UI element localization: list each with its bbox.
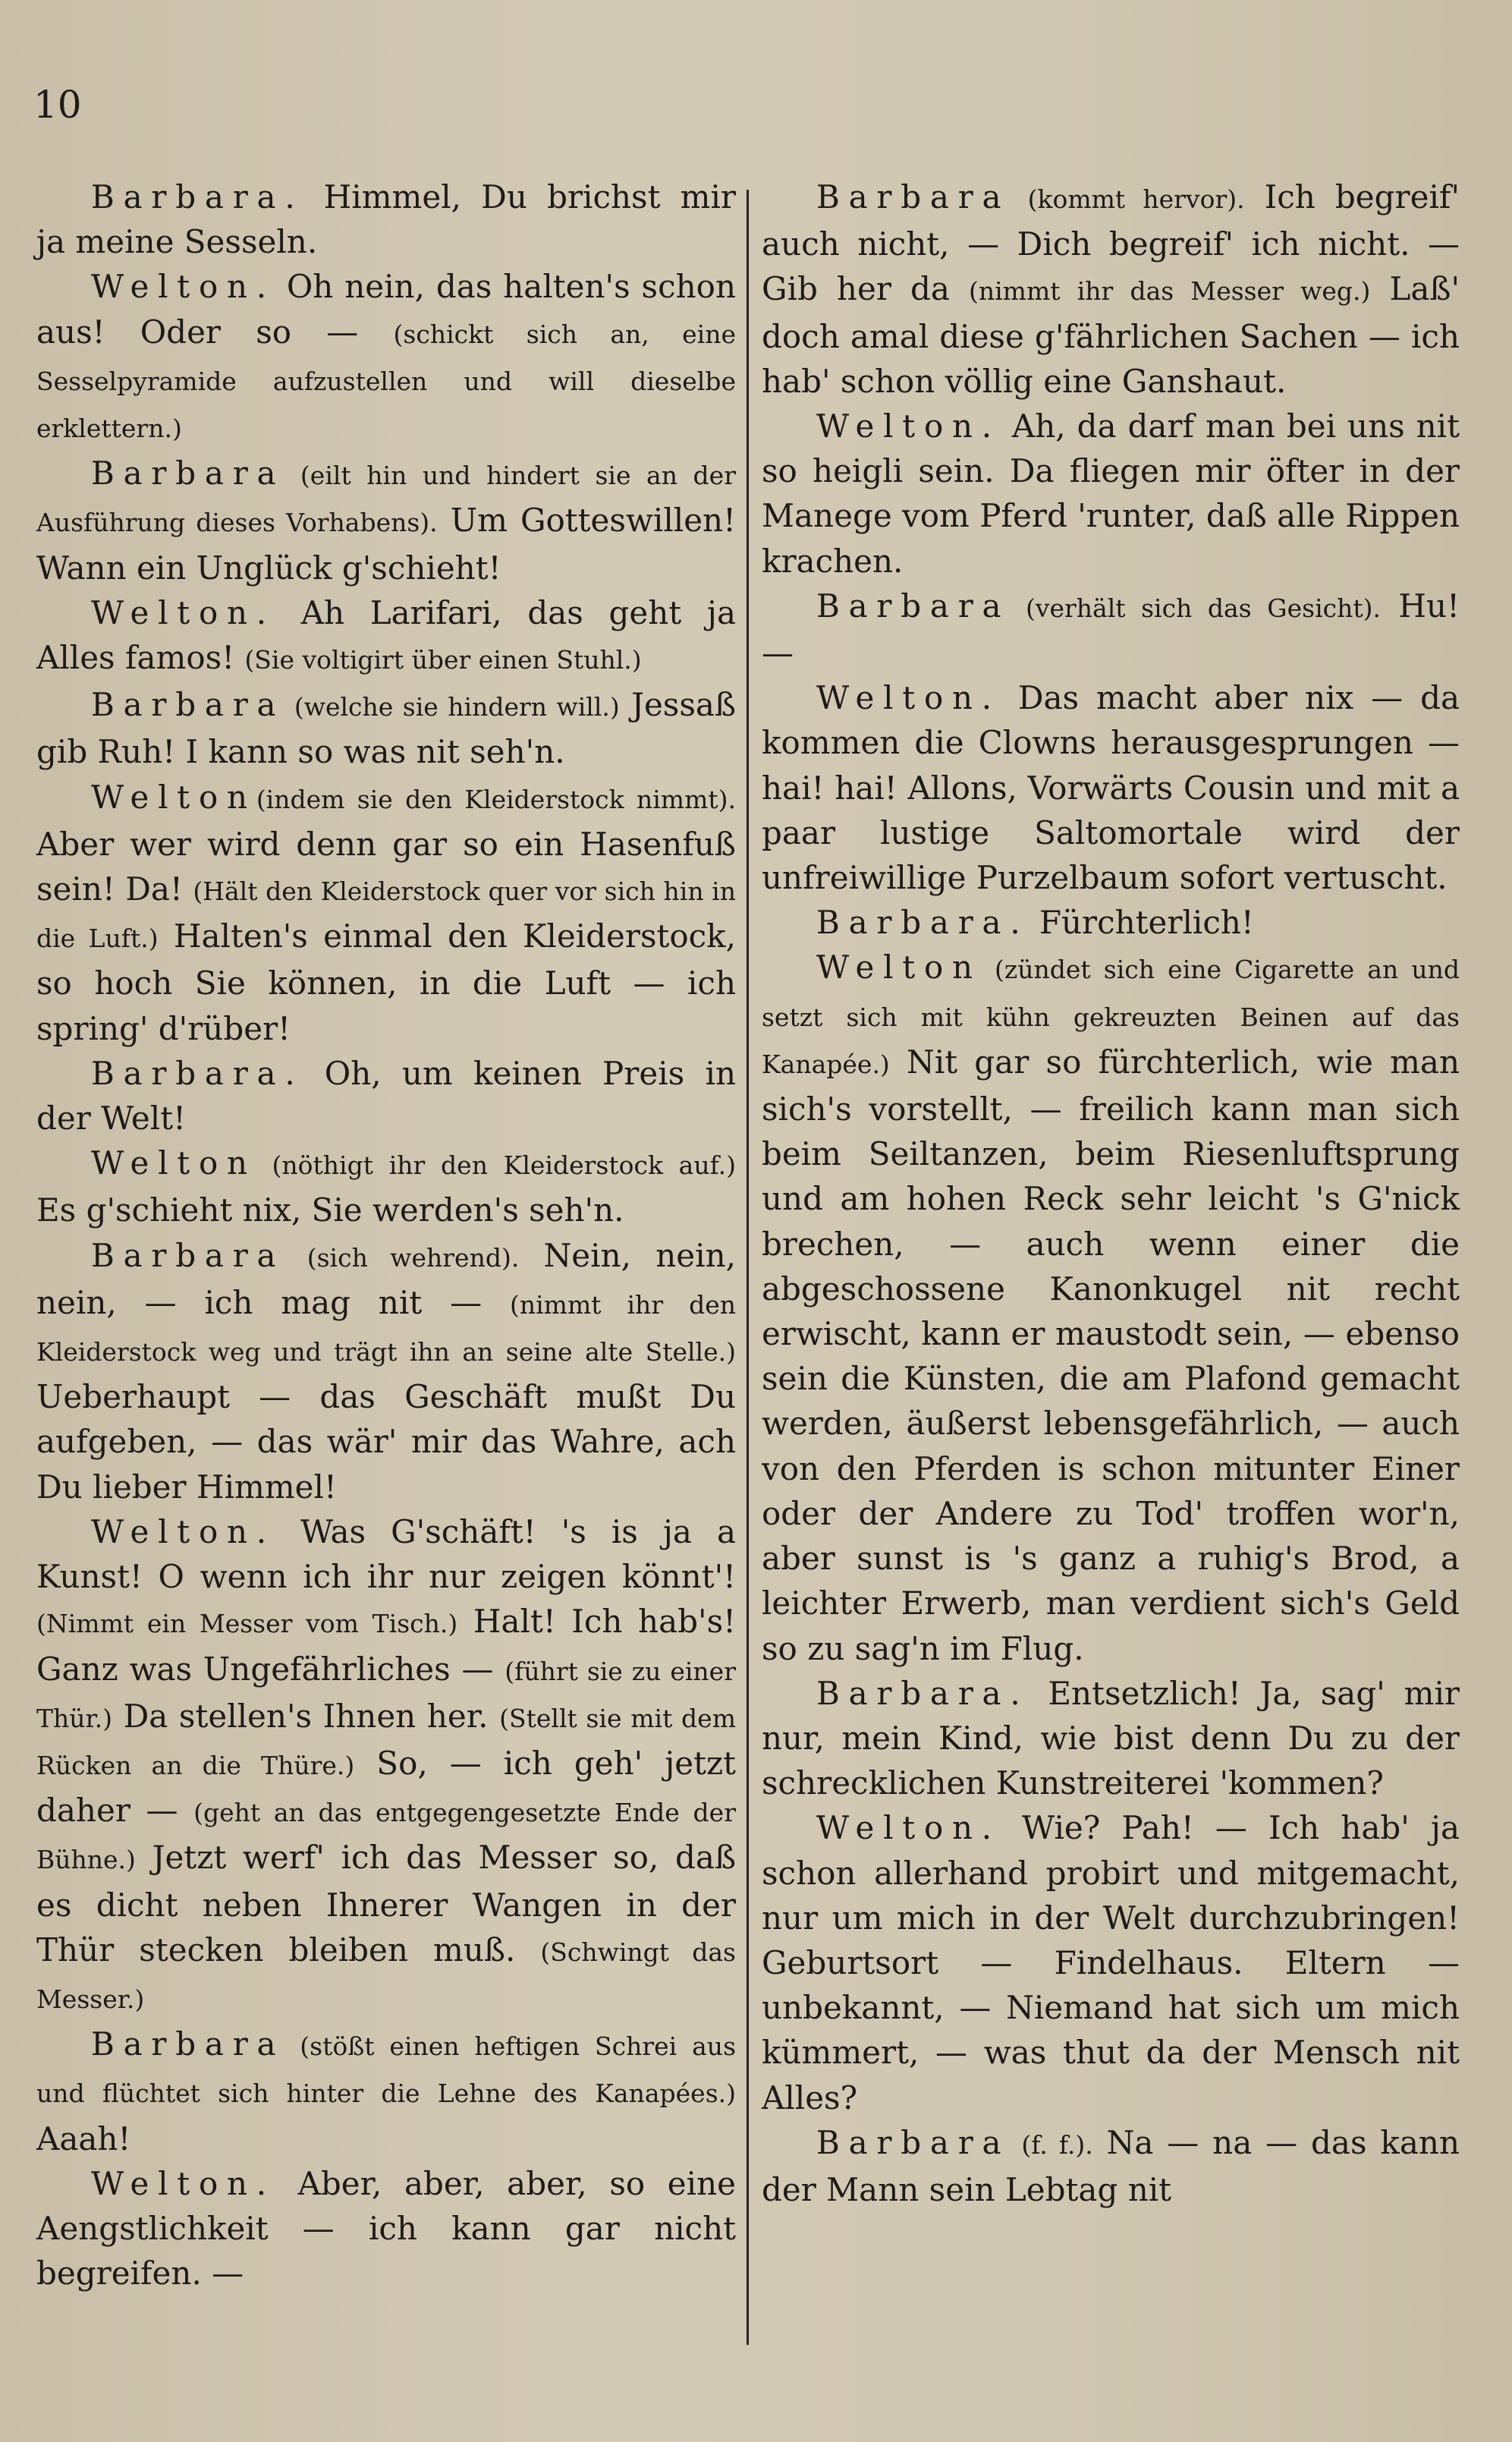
- dialogue-text: Fürchterlich!: [1029, 904, 1254, 942]
- dialogue-text: Halt! Ich hab's! Ganz was Ungefährliches —: [36, 1603, 737, 1688]
- speaker-name: Welton: [91, 778, 256, 816]
- dialogue-paragraph: [36, 1051, 736, 1141]
- stage-direction: (Sie voltigirt über einen Stuhl.): [244, 645, 642, 675]
- dialogue-text: Das macht aber nix — da kommen die Clowns herausgesprungen — hai! hai! Allons, Vorwärts Cousin und mit a paar lustige Saltomortale wird der unfreiwillige Purzelbaum sofort vertuscht.: [762, 679, 1460, 897]
- dialogue-text: Halten's einmal den Kleiderstock, so hoch Sie können, in die Luft — ich spring' d'rüber!: [36, 917, 736, 1047]
- stage-direction: (eilt hin und hindert sie an der Ausführung dieses Vorhabens).: [36, 461, 736, 538]
- stage-direction: (schickt sich an, eine Sesselpyramide aufzustellen und will dieselbe erklettern.): [36, 319, 737, 444]
- dialogue-text: Nein, nein, nein, — ich mag nit —: [36, 1236, 736, 1321]
- speaker-name: Welton.: [91, 268, 275, 306]
- dialogue-paragraph: [36, 775, 736, 1051]
- dialogue-paragraph: [762, 675, 1460, 900]
- dialogue-paragraph: [36, 1509, 736, 2022]
- dialogue-text: Um Gotteswillen! Wann ein Unglück g'schieht!: [36, 502, 736, 587]
- dialogue-text: Ich begreif' auch nicht, — Dich begreif' ich nicht. — Gib her da: [762, 178, 1460, 308]
- speaker-name: Welton.: [816, 1809, 1001, 1847]
- dialogue-text: Nit gar so fürchterlich, wie man sich's vorstellt, — freilich kann man sich beim Seiltanzen, beim Riesenluftsprung und am hohen Reck sehr leicht 's G'nick brechen, — auch wenn einer die abgeschossene Kanonkugel nit recht erwischt, kann er maustodt sein, — ebenso sein die Künsten, die am Plafond gemacht werden, äußerst lebensgefährlich, — auch von den Pferden is schon mitunter Einer oder der Andere zu Tod' troffen wor'n, aber sunst is 's ganz a ruhig's Brod, a leichter Erwerb, man verdient sich's Geld so zu sag'n im Flug.: [762, 1043, 1460, 1667]
- stage-direction: (nimmt ihr das Messer weg.): [968, 276, 1371, 307]
- speaker-name: Barbara: [91, 455, 285, 492]
- speaker-name: Barbara: [91, 686, 285, 724]
- dialogue-text: Himmel, Du brichst mir ja meine Sesseln.: [36, 178, 736, 261]
- dialogue-paragraph: [762, 175, 1460, 404]
- dialogue-paragraph: [36, 590, 736, 682]
- speaker-name: Barbara: [91, 2025, 285, 2063]
- stage-direction: (geht an das entgegengesetzte Ende der Bühne.): [36, 1798, 736, 1875]
- speaker-name: Welton.: [91, 1512, 275, 1550]
- dialogue-text: Ueberhaupt — das Geschäft mußt Du aufgeben, — das wär' mir das Wahre, ach Du lieber Himmel!: [36, 1378, 736, 1506]
- stage-direction: (sich wehrend).: [284, 1242, 520, 1273]
- dialogue-text: Was G'schäft! 's is ja a Kunst! O wenn ich ihr nur zeigen könnt'!: [36, 1512, 736, 1596]
- stage-direction: (Stellt sie mit dem Rücken an die Thüre.): [36, 1703, 736, 1780]
- stage-direction: (nöthigt ihr den Kleiderstock auf.): [256, 1150, 736, 1181]
- stage-direction: (stößt einen heftigen Schrei aus und flüchtet sich hinter die Lehne des Kanapées.): [36, 2031, 736, 2109]
- dialogue-text: Entsetzlich! Ja, sag' mir nur, mein Kind, wie bist denn Du zu der schrecklichen Kunstreiterei 'kommen?: [762, 1674, 1460, 1802]
- dialogue-text: Hu! —: [762, 587, 1460, 672]
- page-number: 10: [33, 83, 82, 127]
- speaker-name: Welton.: [816, 408, 1001, 445]
- speaker-name: Barbara.: [816, 1674, 1029, 1712]
- dialogue-paragraph: [36, 175, 736, 264]
- dialogue-text: Ah, da darf man bei uns nit so heigli sein. Da fliegen mir öfter in der Manege vom Pferd 'runter, daß alle Rippen krachen.: [762, 408, 1460, 580]
- dialogue-paragraph: [36, 2161, 736, 2296]
- speaker-name: Welton.: [91, 2164, 275, 2202]
- speaker-name: Welton.: [816, 679, 1001, 717]
- dialogue-text: Da stellen's Ihnen her.: [112, 1697, 500, 1735]
- dialogue-text: Na — na — das kann der Mann sein Lebtag nit: [762, 2123, 1460, 2208]
- dialogue-paragraph: [36, 2022, 736, 2161]
- dialogue-paragraph: [762, 1805, 1460, 2119]
- dialogue-text: Aaah!: [36, 2119, 131, 2157]
- stage-direction: (Schwingt das Messer.): [36, 1937, 736, 2014]
- dialogue-text: Aber wer wird denn gar so ein Hasenfuß sein! Da!: [36, 825, 736, 908]
- right-column: [762, 175, 1460, 2396]
- speaker-name: Barbara.: [91, 1054, 304, 1092]
- stage-direction: (zündet sich eine Cigarette an und setzt sich mit kühn gekreuzten Beinen auf das Kanapée.): [762, 955, 1460, 1079]
- dialogue-text: Wie? Pah! — Ich hab' ja schon allerhand probirt und mitgemacht, nur um mich in der Welt durchzubringen! Geburtsort — Findelhaus. Eltern — unbekannt, — Niemand hat sich um mich kümmert, — was thut da der Mensch nit Alles?: [762, 1809, 1460, 2116]
- dialogue-text: Oh nein, das halten's schon aus! Oder so —: [36, 268, 736, 351]
- dialogue-paragraph: [36, 264, 736, 451]
- dialogue-paragraph: [762, 1671, 1460, 1806]
- stage-direction: (indem sie den Kleiderstock nimmt).: [256, 784, 736, 814]
- stage-direction: (welche sie hindern will.): [284, 692, 620, 722]
- dialogue-paragraph: [36, 682, 736, 774]
- dialogue-text: Jetzt werf' ich das Messer so, daß es dicht neben Ihnerer Wangen in der Thür stecken bleiben muß.: [36, 1839, 736, 1968]
- speaker-name: Barbara: [816, 587, 1011, 625]
- speaker-name: Welton: [816, 949, 982, 987]
- column-divider: [747, 190, 749, 2345]
- dialogue-paragraph: [36, 451, 736, 590]
- stage-direction: (f. f.).: [1010, 2129, 1093, 2160]
- dialogue-paragraph: [762, 900, 1460, 945]
- dialogue-paragraph: [762, 584, 1460, 675]
- dialogue-text: Es g'schieht nix, Sie werden's seh'n.: [36, 1191, 624, 1229]
- dialogue-paragraph: [762, 945, 1460, 1670]
- stage-direction: (kommt hervor).: [1010, 184, 1245, 214]
- dialogue-paragraph: [36, 1141, 736, 1232]
- stage-direction: (Nimmt ein Messer vom Tisch.): [36, 1609, 458, 1639]
- stage-direction: (verhält sich das Gesicht).: [1010, 593, 1381, 623]
- dialogue-paragraph: [762, 404, 1460, 584]
- stage-direction: (führt sie zu einer Thür.): [36, 1656, 736, 1733]
- speaker-name: Barbara.: [91, 178, 304, 216]
- speaker-name: Barbara: [91, 1236, 285, 1274]
- speaker-name: Barbara: [816, 2123, 1011, 2161]
- dialogue-paragraph: [36, 1233, 736, 1509]
- speaker-name: Barbara.: [816, 904, 1029, 942]
- dialogue-text: Ah Larifari, das geht ja Alles famos!: [36, 593, 736, 677]
- dialogue-text: Laß' doch amal diese g'fährlichen Sachen — ich hab' schon völlig eine Ganshaut.: [762, 270, 1460, 400]
- dialogue-paragraph: [762, 2120, 1460, 2212]
- stage-direction: (Hält den Kleiderstock quer vor sich hin in die Luft.): [36, 876, 736, 954]
- dialogue-text: Aber, aber, aber, so eine Aengstlichkeit — ich kann gar nicht begreifen. —: [36, 2164, 736, 2293]
- speaker-name: Welton.: [91, 593, 275, 631]
- dialogue-text: So, — ich geh' jetzt daher —: [36, 1744, 737, 1830]
- speaker-name: Barbara: [816, 178, 1011, 216]
- dialogue-text: Jessaß gib Ruh! I kann so was nit seh'n.: [36, 686, 736, 771]
- left-column: [36, 175, 736, 2396]
- dialogue-text: Oh, um keinen Preis in der Welt!: [36, 1054, 736, 1138]
- stage-direction: (nimmt ihr den Kleiderstock weg und trägt ihn an seine alte Stelle.): [36, 1289, 736, 1367]
- speaker-name: Welton: [91, 1144, 256, 1182]
